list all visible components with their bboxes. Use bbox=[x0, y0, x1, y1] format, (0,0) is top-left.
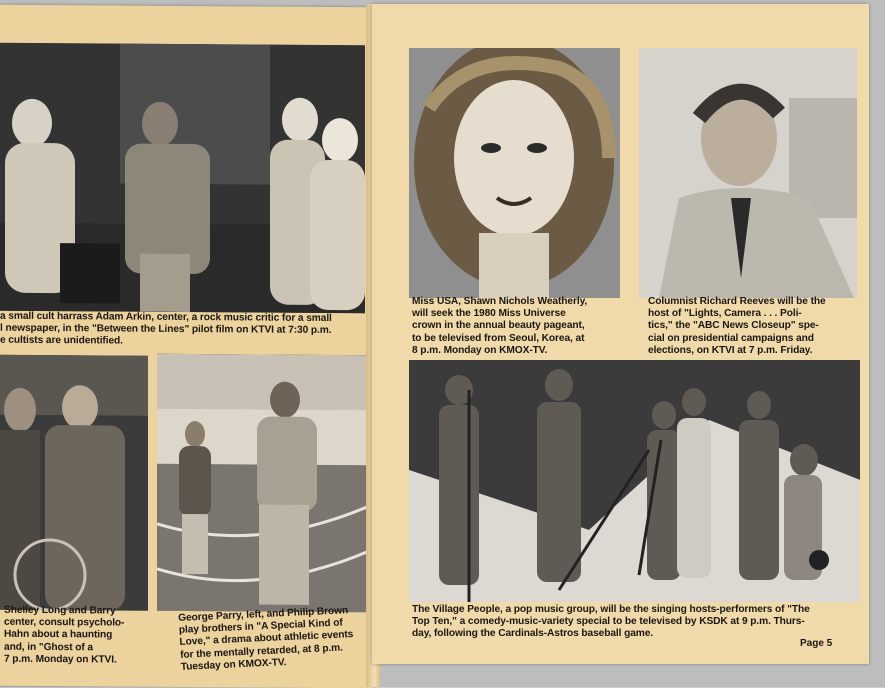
caption-richard-reeves: Columnist Richard Reeves will be the host of "Lights, Camera . . . Poli- tics," the "ABC News Closeup" spe- cial on presidential campaigns and elections, on KTVI at 7 p.m. Friday. bbox=[648, 296, 826, 356]
left-magazine-page bbox=[0, 5, 373, 688]
photo-between-the-lines-art bbox=[0, 43, 365, 314]
photo-richard-reeves bbox=[639, 48, 857, 298]
photo-between-the-lines bbox=[0, 43, 365, 314]
photo-richard-reeves-art bbox=[639, 48, 857, 298]
photo-village-people bbox=[409, 360, 860, 602]
right-magazine-page bbox=[372, 4, 869, 664]
caption-special-kind-of-love: George Parry, left, and Philip Brown play brothers in "A Special Kind of Love," a drama about athletic events for the mentally retarded, at 8 p.m. Tuesday on KMOX-TV. bbox=[178, 605, 354, 673]
page-number: Page 5 bbox=[800, 638, 833, 649]
photo-ghost-of-a-chance-art bbox=[0, 355, 148, 611]
caption-between-the-lines: a small cult harrass Adam Arkin, center, a rock music critic for a small l newspaper, in the "Between the Lines" pilot film on KTVI at 7:30 p.m. e cultists are unidentified. bbox=[0, 310, 332, 347]
photo-ghost-of-a-chance bbox=[0, 355, 148, 611]
photo-special-kind-of-love-art bbox=[157, 354, 371, 612]
photo-village-people-art bbox=[409, 360, 860, 602]
photo-shawn-weatherly bbox=[409, 48, 620, 298]
photo-shawn-weatherly-art bbox=[409, 48, 620, 298]
caption-village-people: The Village People, a pop music group, will be the singing hosts-performers of "The Top Ten," a comedy-music-variety special to be televised by KSDK at 9 p.m. Thurs- day, following the Cardinals-Astros baseball game. bbox=[412, 604, 810, 640]
caption-ghost-of-a-chance: Shelley Long and Barry center, consult psycholo- Hahn about a haunting and, in "Ghost of a 7 p.m. Monday on KTVI. bbox=[4, 604, 125, 666]
photo-special-kind-of-love bbox=[157, 354, 371, 612]
caption-shawn-weatherly: Miss USA, Shawn Nichols Weatherly, will seek the 1980 Miss Universe crown in the annual beauty pageant, to be televised from Seoul, Korea, at 8 p.m. Monday on KMOX-TV. bbox=[412, 296, 588, 356]
